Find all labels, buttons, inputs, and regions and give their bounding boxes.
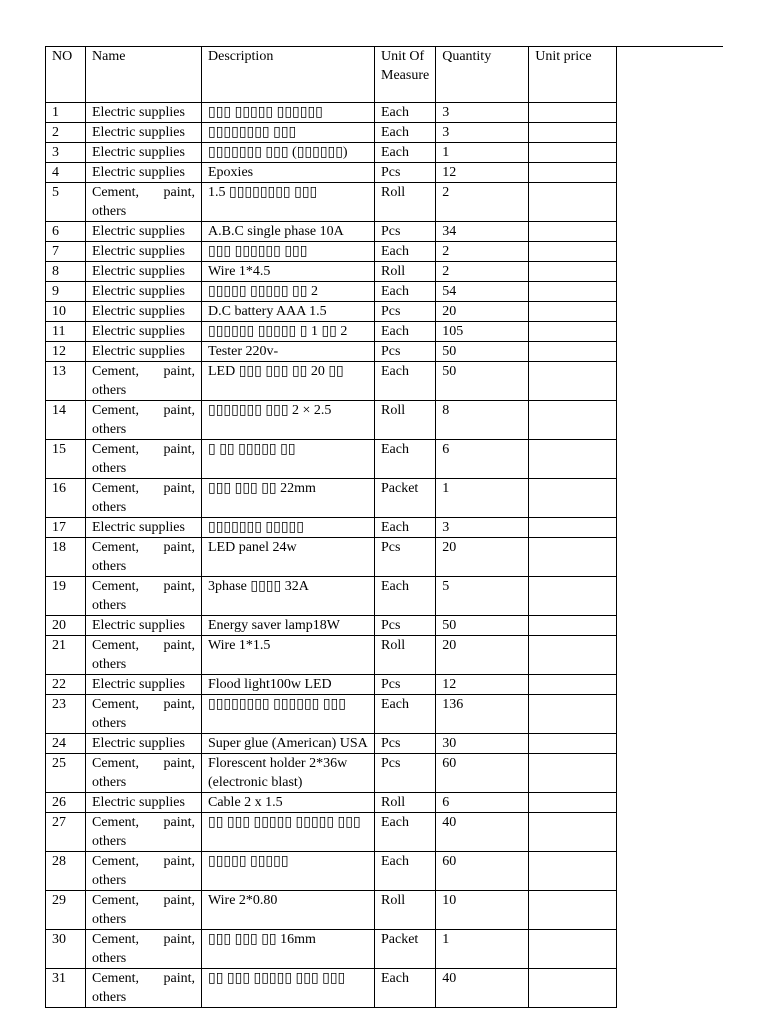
cell-name: Cement, paint, others: [86, 577, 202, 616]
cell-unit-price: [529, 479, 617, 518]
cell-unit: Packet: [375, 479, 436, 518]
cell-description: ▯▯▯ ▯▯▯▯▯ ▯▯▯▯▯▯: [202, 103, 375, 123]
table-row: [46, 342, 617, 362]
table-row: [46, 538, 617, 577]
cell-no: 9: [46, 282, 86, 302]
cell-no: 11: [46, 322, 86, 342]
cell-quantity: 5: [436, 577, 529, 616]
cell-unit: Pcs: [375, 302, 436, 322]
table-row: [46, 362, 617, 401]
cell-name: Electric supplies: [86, 242, 202, 262]
table-header-row: [46, 47, 617, 103]
table-row: [46, 401, 617, 440]
cell-unit: Roll: [375, 891, 436, 930]
table-row: [46, 222, 617, 242]
table-row: [46, 616, 617, 636]
cell-unit: Roll: [375, 262, 436, 282]
cell-name: Electric supplies: [86, 143, 202, 163]
cell-unit-price: [529, 123, 617, 143]
cell-unit-price: [529, 695, 617, 734]
cell-no: 18: [46, 538, 86, 577]
col-header-name: Name: [86, 47, 202, 103]
cell-quantity: 30: [436, 734, 529, 754]
cell-no: 3: [46, 143, 86, 163]
cell-description: ▯▯▯▯▯ ▯▯▯▯▯ ▯▯ 2: [202, 282, 375, 302]
cell-name: Cement, paint, others: [86, 636, 202, 675]
cell-description: Epoxies: [202, 163, 375, 183]
cell-unit-price: [529, 813, 617, 852]
cell-quantity: 20: [436, 538, 529, 577]
cell-quantity: 50: [436, 362, 529, 401]
cell-description: D.C battery AAA 1.5: [202, 302, 375, 322]
cell-unit-price: [529, 969, 617, 1008]
cell-description: Wire 1*1.5: [202, 636, 375, 675]
cell-no: 4: [46, 163, 86, 183]
cell-no: 17: [46, 518, 86, 538]
cell-quantity: 40: [436, 813, 529, 852]
col-header-quantity: Quantity: [436, 47, 529, 103]
cell-name: Electric supplies: [86, 222, 202, 242]
table-row: [46, 754, 617, 793]
cell-quantity: 60: [436, 754, 529, 793]
cell-description: A.B.C single phase 10A: [202, 222, 375, 242]
cell-no: 23: [46, 695, 86, 734]
table-row: [46, 636, 617, 675]
cell-unit-price: [529, 242, 617, 262]
cell-unit-price: [529, 891, 617, 930]
cell-no: 24: [46, 734, 86, 754]
cell-unit: Pcs: [375, 222, 436, 242]
cell-description: 1.5 ▯▯▯▯▯▯▯▯ ▯▯▯: [202, 183, 375, 222]
cell-quantity: 12: [436, 163, 529, 183]
cell-unit-price: [529, 675, 617, 695]
cell-unit-price: [529, 222, 617, 242]
cell-no: 22: [46, 675, 86, 695]
cell-unit-price: [529, 636, 617, 675]
cell-name: Cement, paint, others: [86, 754, 202, 793]
table-row: [46, 891, 617, 930]
cell-unit-price: [529, 930, 617, 969]
cell-unit-price: [529, 440, 617, 479]
cell-unit: Roll: [375, 401, 436, 440]
table-row: [46, 123, 617, 143]
cell-description: Cable 2 x 1.5: [202, 793, 375, 813]
cell-description: Wire 1*4.5: [202, 262, 375, 282]
cell-no: 8: [46, 262, 86, 282]
table-row: [46, 242, 617, 262]
table-row: [46, 143, 617, 163]
cell-name: Cement, paint, others: [86, 362, 202, 401]
cell-unit: Each: [375, 103, 436, 123]
cell-no: 2: [46, 123, 86, 143]
cell-name: Cement, paint, others: [86, 401, 202, 440]
cell-description: ▯▯▯▯▯▯▯ ▯▯▯ (▯▯▯▯▯▯): [202, 143, 375, 163]
cell-unit: Pcs: [375, 163, 436, 183]
cell-no: 13: [46, 362, 86, 401]
cell-name: Electric supplies: [86, 616, 202, 636]
cell-unit-price: [529, 342, 617, 362]
cell-unit: Pcs: [375, 734, 436, 754]
cell-no: 16: [46, 479, 86, 518]
cell-description: 3phase ▯▯▯▯ 32A: [202, 577, 375, 616]
table-row: [46, 518, 617, 538]
cell-unit: Each: [375, 123, 436, 143]
table-row: [46, 479, 617, 518]
cell-quantity: 6: [436, 440, 529, 479]
cell-name: Cement, paint, others: [86, 479, 202, 518]
cell-unit: Each: [375, 813, 436, 852]
cell-no: 10: [46, 302, 86, 322]
cell-quantity: 8: [436, 401, 529, 440]
cell-unit: Roll: [375, 183, 436, 222]
cell-unit: Each: [375, 282, 436, 302]
cell-quantity: 40: [436, 969, 529, 1008]
cell-unit: Pcs: [375, 754, 436, 793]
table-row: [46, 183, 617, 222]
cell-quantity: 136: [436, 695, 529, 734]
table-row: [46, 930, 617, 969]
cell-name: Electric supplies: [86, 123, 202, 143]
col-header-unit-price: Unit price: [529, 47, 617, 103]
cell-description: Florescent holder 2*36w (electronic blast): [202, 754, 375, 793]
cell-quantity: 2: [436, 242, 529, 262]
cell-no: 5: [46, 183, 86, 222]
cell-quantity: 1: [436, 143, 529, 163]
cell-unit: Roll: [375, 793, 436, 813]
cell-name: Electric supplies: [86, 322, 202, 342]
cell-no: 6: [46, 222, 86, 242]
cell-unit-price: [529, 616, 617, 636]
cell-no: 28: [46, 852, 86, 891]
cell-description: ▯▯▯ ▯▯▯ ▯▯ 16mm: [202, 930, 375, 969]
cell-no: 21: [46, 636, 86, 675]
items-table: [45, 46, 617, 1008]
cell-name: Cement, paint, others: [86, 930, 202, 969]
col-header-description: Description: [202, 47, 375, 103]
cell-unit: Each: [375, 143, 436, 163]
cell-unit: Each: [375, 362, 436, 401]
cell-unit: Pcs: [375, 342, 436, 362]
cell-unit-price: [529, 754, 617, 793]
cell-unit-price: [529, 362, 617, 401]
cell-description: ▯▯▯▯▯▯▯ ▯▯▯▯▯: [202, 518, 375, 538]
cell-name: Cement, paint, others: [86, 852, 202, 891]
cell-name: Electric supplies: [86, 793, 202, 813]
cell-quantity: 3: [436, 518, 529, 538]
cell-no: 1: [46, 103, 86, 123]
cell-no: 12: [46, 342, 86, 362]
cell-unit-price: [529, 302, 617, 322]
table-row: [46, 322, 617, 342]
cell-quantity: 3: [436, 103, 529, 123]
table-row: [46, 793, 617, 813]
cell-name: Electric supplies: [86, 163, 202, 183]
table-row: [46, 262, 617, 282]
cell-unit: Each: [375, 969, 436, 1008]
table-row: [46, 440, 617, 479]
cell-quantity: 50: [436, 616, 529, 636]
table-row: [46, 813, 617, 852]
cell-unit: Each: [375, 440, 436, 479]
cell-description: Energy saver lamp18W: [202, 616, 375, 636]
cell-name: Electric supplies: [86, 103, 202, 123]
cell-unit: Each: [375, 695, 436, 734]
table-row: [46, 969, 617, 1008]
cell-description: ▯▯▯▯▯▯▯ ▯▯▯ 2 × 2.5: [202, 401, 375, 440]
cell-name: Electric supplies: [86, 302, 202, 322]
cell-description: Super glue (American) USA: [202, 734, 375, 754]
cell-unit: Each: [375, 518, 436, 538]
table-row: [46, 302, 617, 322]
cell-no: 15: [46, 440, 86, 479]
cell-quantity: 20: [436, 302, 529, 322]
cell-no: 20: [46, 616, 86, 636]
table-row: [46, 103, 617, 123]
cell-description: ▯ ▯▯ ▯▯▯▯▯ ▯▯: [202, 440, 375, 479]
cell-no: 29: [46, 891, 86, 930]
table-row: [46, 282, 617, 302]
cell-unit-price: [529, 793, 617, 813]
cell-name: Electric supplies: [86, 282, 202, 302]
cell-unit-price: [529, 852, 617, 891]
table-row: [46, 163, 617, 183]
cell-description: Wire 2*0.80: [202, 891, 375, 930]
table-row: [46, 852, 617, 891]
cell-quantity: 1: [436, 479, 529, 518]
cell-unit-price: [529, 734, 617, 754]
cell-no: 26: [46, 793, 86, 813]
cell-name: Cement, paint, others: [86, 440, 202, 479]
col-header-no: NO: [46, 47, 86, 103]
cell-description: Flood light100w LED: [202, 675, 375, 695]
cell-unit: Pcs: [375, 675, 436, 695]
cell-name: Electric supplies: [86, 734, 202, 754]
cell-name: Electric supplies: [86, 675, 202, 695]
cell-unit-price: [529, 401, 617, 440]
cell-unit-price: [529, 322, 617, 342]
table-row: [46, 675, 617, 695]
cell-unit: Roll: [375, 636, 436, 675]
cell-no: 27: [46, 813, 86, 852]
cell-description: ▯▯ ▯▯▯ ▯▯▯▯▯ ▯▯▯ ▯▯▯: [202, 969, 375, 1008]
cell-quantity: 2: [436, 262, 529, 282]
cell-unit-price: [529, 262, 617, 282]
cell-unit-price: [529, 143, 617, 163]
cell-unit: Packet: [375, 930, 436, 969]
cell-quantity: 20: [436, 636, 529, 675]
cell-description: ▯▯▯ ▯▯▯ ▯▯ 22mm: [202, 479, 375, 518]
cell-unit-price: [529, 282, 617, 302]
cell-description: LED panel 24w: [202, 538, 375, 577]
cell-quantity: 34: [436, 222, 529, 242]
cell-name: Electric supplies: [86, 342, 202, 362]
cell-name: Cement, paint, others: [86, 183, 202, 222]
table-top-border-extension: [610, 46, 723, 47]
cell-description: ▯▯▯ ▯▯▯▯▯▯ ▯▯▯: [202, 242, 375, 262]
cell-unit-price: [529, 163, 617, 183]
cell-quantity: 3: [436, 123, 529, 143]
cell-unit-price: [529, 183, 617, 222]
cell-unit-price: [529, 577, 617, 616]
cell-description: LED ▯▯▯ ▯▯▯ ▯▯ 20 ▯▯: [202, 362, 375, 401]
cell-no: 7: [46, 242, 86, 262]
cell-unit: Pcs: [375, 538, 436, 577]
cell-description: ▯▯▯▯▯▯ ▯▯▯▯▯ ▯ 1 ▯▯ 2: [202, 322, 375, 342]
cell-no: 30: [46, 930, 86, 969]
table-row: [46, 577, 617, 616]
cell-description: ▯▯ ▯▯▯ ▯▯▯▯▯ ▯▯▯▯▯ ▯▯▯: [202, 813, 375, 852]
cell-no: 31: [46, 969, 86, 1008]
table-body: [46, 103, 617, 1008]
cell-unit: Each: [375, 852, 436, 891]
cell-quantity: 50: [436, 342, 529, 362]
cell-no: 19: [46, 577, 86, 616]
cell-description: ▯▯▯▯▯ ▯▯▯▯▯: [202, 852, 375, 891]
cell-no: 14: [46, 401, 86, 440]
cell-unit-price: [529, 538, 617, 577]
cell-quantity: 2: [436, 183, 529, 222]
cell-unit: Each: [375, 242, 436, 262]
cell-description: ▯▯▯▯▯▯▯▯ ▯▯▯: [202, 123, 375, 143]
cell-no: 25: [46, 754, 86, 793]
cell-quantity: 105: [436, 322, 529, 342]
cell-unit: Pcs: [375, 616, 436, 636]
cell-name: Cement, paint, others: [86, 969, 202, 1008]
cell-quantity: 60: [436, 852, 529, 891]
cell-unit: Each: [375, 577, 436, 616]
cell-quantity: 6: [436, 793, 529, 813]
table-row: [46, 695, 617, 734]
cell-name: Electric supplies: [86, 518, 202, 538]
cell-name: Cement, paint, others: [86, 695, 202, 734]
cell-description: ▯▯▯▯▯▯▯▯ ▯▯▯▯▯▯ ▯▯▯: [202, 695, 375, 734]
cell-quantity: 12: [436, 675, 529, 695]
cell-quantity: 10: [436, 891, 529, 930]
cell-name: Cement, paint, others: [86, 538, 202, 577]
cell-unit: Each: [375, 322, 436, 342]
cell-unit-price: [529, 518, 617, 538]
cell-quantity: 1: [436, 930, 529, 969]
cell-description: Tester 220v-: [202, 342, 375, 362]
cell-name: Cement, paint, others: [86, 891, 202, 930]
cell-name: Cement, paint, others: [86, 813, 202, 852]
cell-unit-price: [529, 103, 617, 123]
cell-name: Electric supplies: [86, 262, 202, 282]
table-row: [46, 734, 617, 754]
cell-quantity: 54: [436, 282, 529, 302]
col-header-unit: Unit Of Measure: [375, 47, 436, 103]
